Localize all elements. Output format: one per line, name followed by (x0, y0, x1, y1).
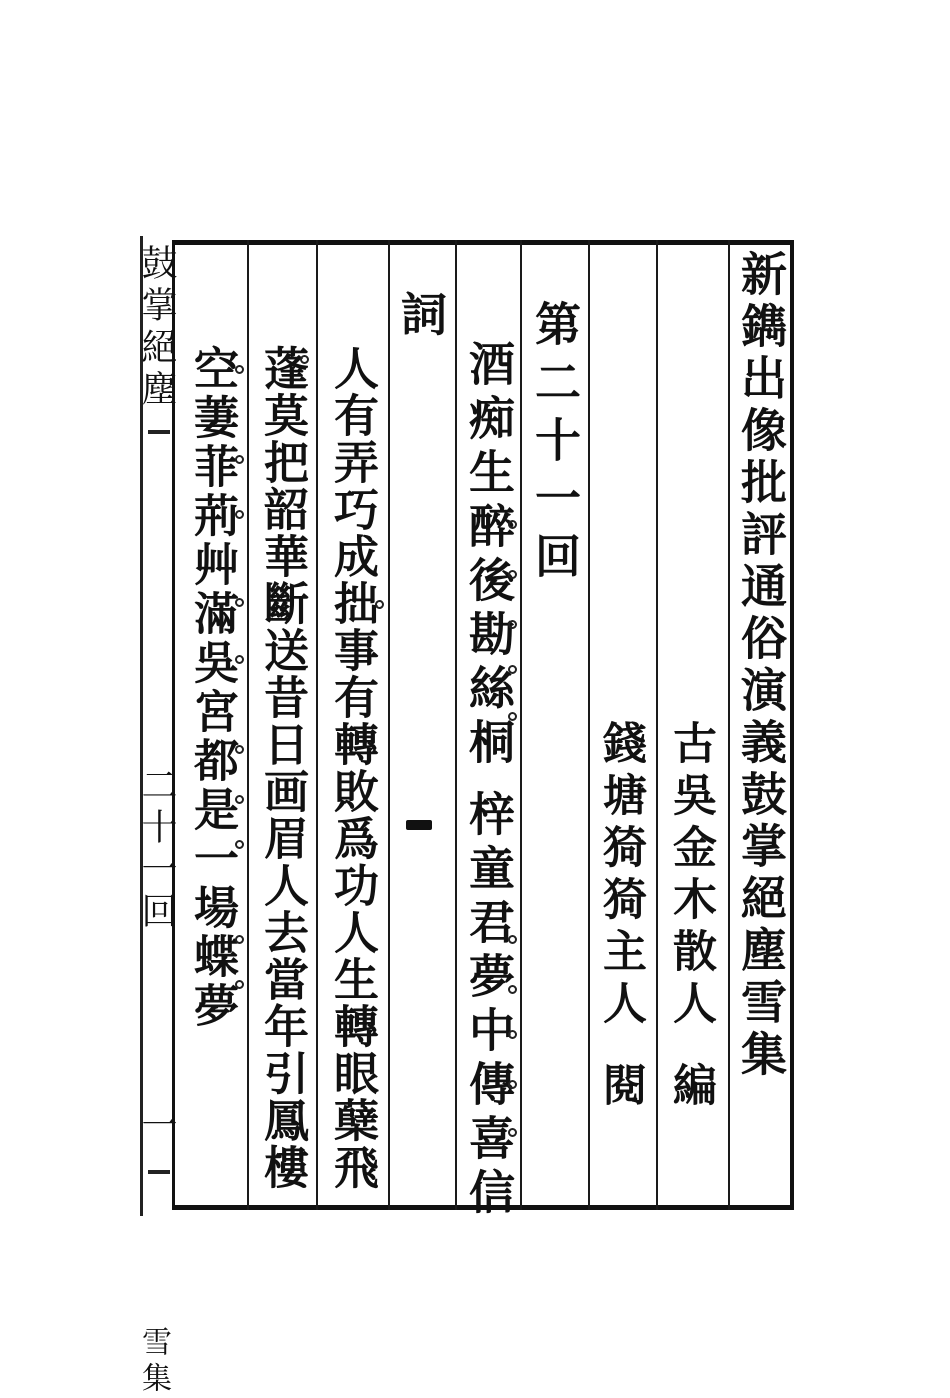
punctuation-circle (508, 985, 517, 994)
compiler-name: 古吳金木散人 (665, 720, 716, 1032)
punctuation-circle (235, 598, 244, 607)
punctuation-circle (508, 665, 517, 674)
ci-number-mark (406, 820, 432, 830)
punctuation-circle (300, 355, 309, 364)
chapter-title-line-1: 酒痴生醉後勘絲桐 (462, 340, 516, 772)
chapter-heading: 第二十一回 (528, 300, 582, 590)
punctuation-circle (235, 745, 244, 754)
punctuation-circle (235, 510, 244, 519)
punctuation-circle (235, 935, 244, 944)
chapter-title-line-2: 梓童君夢中傳喜信 (462, 790, 516, 1222)
punctuation-circle (508, 712, 517, 721)
reviewer-role: 閱 (595, 1062, 646, 1114)
compiler-role: 編 (665, 1062, 716, 1114)
punctuation-circle (235, 795, 244, 804)
column-rule (728, 240, 730, 1210)
reviewer-name: 錢塘猗猗主人 (595, 720, 646, 1032)
margin-strip (136, 236, 177, 1398)
poem-line-2: 蓬莫把韶華斷送昔日画眉人去當年引鳳樓 (256, 345, 309, 1191)
book-title: 新鐫出像批評通俗演義鼓掌絕塵雪集 (734, 250, 788, 1082)
ci-label: 詞 (394, 290, 448, 346)
punctuation-circle (235, 365, 244, 374)
margin-chapter: 二十一回 (136, 766, 177, 934)
punctuation-circle (508, 1128, 517, 1137)
column-rule (316, 240, 318, 1210)
column-rule (588, 240, 590, 1210)
column-rule (455, 240, 457, 1210)
column-rule (656, 240, 658, 1210)
punctuation-circle (508, 1030, 517, 1039)
poem-line-1: 人有弄巧成拙事有轉敗爲功人生轉眼蘖飛 (326, 345, 379, 1191)
column-rule (388, 240, 390, 1210)
margin-collection: 雪集 (136, 1326, 171, 1398)
column-rule (520, 240, 522, 1210)
punctuation-circle (508, 1080, 517, 1089)
margin-leaf: 一 (136, 1106, 177, 1148)
punctuation-circle (508, 570, 517, 579)
poem-line-3: 空萋菲荊艸滿吳宮都是一場蝶夢 (186, 345, 239, 1031)
punctuation-circle (375, 600, 384, 609)
punctuation-circle (235, 980, 244, 989)
column-rule (247, 240, 249, 1210)
margin-book-abbrev: 鼓掌絕塵 (136, 244, 177, 412)
punctuation-circle (235, 840, 244, 849)
punctuation-circle (235, 655, 244, 664)
punctuation-circle (508, 935, 517, 944)
punctuation-circle (508, 520, 517, 529)
punctuation-circle (508, 620, 517, 629)
punctuation-circle (235, 455, 244, 464)
